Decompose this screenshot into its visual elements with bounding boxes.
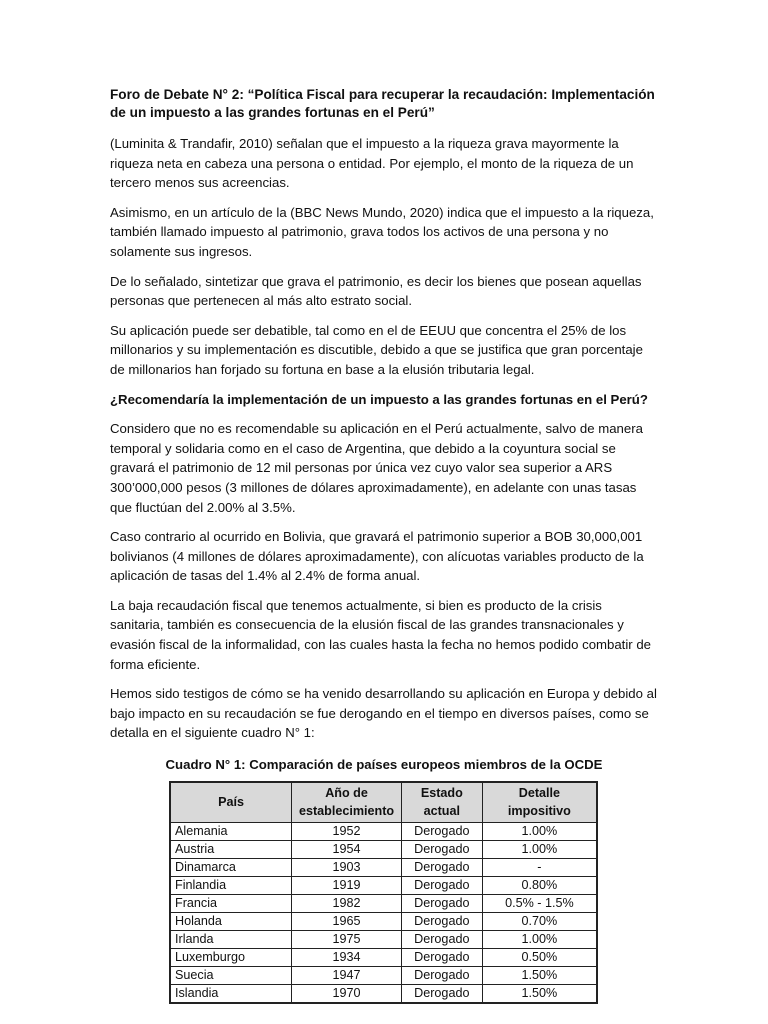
cell-anio: 1975 (292, 931, 402, 949)
table-row (170, 859, 597, 877)
cell-pais: Islandia (170, 985, 292, 1004)
comparison-table (169, 781, 598, 1004)
document-body (110, 86, 658, 1004)
cell-anio: 1970 (292, 985, 402, 1004)
cell-pais: Dinamarca (170, 859, 292, 877)
table-header-row (170, 782, 597, 823)
table-row (170, 895, 597, 913)
cell-detalle: 1.00% (482, 823, 597, 841)
cell-detalle: 1.00% (482, 931, 597, 949)
cell-detalle: 0.70% (482, 913, 597, 931)
cell-pais: Holanda (170, 913, 292, 931)
cell-pais: Finlandia (170, 877, 292, 895)
cell-anio: 1947 (292, 967, 402, 985)
cell-estado: Derogado (401, 859, 482, 877)
question-heading: ¿Recomendaría la implementación de un impuesto a las grandes fortunas en el Perú? (110, 391, 648, 407)
table-row (170, 949, 597, 967)
cell-detalle: 0.80% (482, 877, 597, 895)
table-row (170, 931, 597, 949)
header-pais: País (170, 782, 292, 823)
table-caption: Cuadro N° 1: Comparación de países europeos miembros de la OCDE (165, 757, 603, 773)
cell-estado: Derogado (401, 985, 482, 1004)
paragraph: Hemos sido testigos de cómo se ha venido desarrollando su aplicación en Europa y debido al bajo impacto en su recaudación se fue derogando en el tiempo en diversos países, como se detalla en el siguiente cuadro N° 1: (110, 686, 657, 741)
document-title: Foro de Debate N° 2: “Política Fiscal para recuperar la recaudación: Implementación de un impuesto a las grandes fortunas en el Perú” (110, 87, 655, 120)
cell-estado: Derogado (401, 913, 482, 931)
cell-anio: 1903 (292, 859, 402, 877)
cell-estado: Derogado (401, 823, 482, 841)
table-row (170, 967, 597, 985)
paragraph: De lo señalado, sintetizar que grava el patrimonio, es decir los bienes que posean aquellas personas que pertenecen al más alto estrato social. (110, 273, 642, 309)
cell-detalle: 1.50% (482, 985, 597, 1004)
cell-pais: Suecia (170, 967, 292, 985)
cell-estado: Derogado (401, 931, 482, 949)
header-anio: Año de establecimiento (292, 782, 402, 823)
table-row (170, 913, 597, 931)
cell-estado: Derogado (401, 841, 482, 859)
header-estado: Estado actual (401, 782, 482, 823)
table-row (170, 877, 597, 895)
paragraph: Caso contrario al ocurrido en Bolivia, que gravará el patrimonio superior a BOB 30,000,001 bolivianos (4 millones de dólares aproximadamente), con alícuotas variables producto de la aplicación de tasas del 1.4% al 2.4% de forma anual. (110, 529, 644, 584)
cell-anio: 1954 (292, 841, 402, 859)
cell-estado: Derogado (401, 949, 482, 967)
cell-detalle: 0.50% (482, 949, 597, 967)
cell-anio: 1919 (292, 877, 402, 895)
cell-pais: Francia (170, 895, 292, 913)
cell-detalle: 1.50% (482, 967, 597, 985)
paragraph: La baja recaudación fiscal que tenemos actualmente, si bien es producto de la crisis sanitaria, también es consecuencia de la elusión fiscal de las grandes transnacionales y evasión fiscal de la informalidad, con las cuales hasta la fecha no hemos podido combatir de forma eficiente. (110, 597, 652, 672)
cell-pais: Irlanda (170, 931, 292, 949)
cell-estado: Derogado (401, 967, 482, 985)
cell-pais: Luxemburgo (170, 949, 292, 967)
paragraph: Asimismo, en un artículo de la (BBC News Mundo, 2020) indica que el impuesto a la riqueza, también llamado impuesto al patrimonio, grava todos los activos de una persona y no solamente sus ingresos. (110, 204, 654, 259)
cell-anio: 1952 (292, 823, 402, 841)
table-row (170, 823, 597, 841)
cell-pais: Austria (170, 841, 292, 859)
cell-detalle: 0.5% - 1.5% (482, 895, 597, 913)
paragraph: (Luminita & Trandafir, 2010) señalan que el impuesto a la riqueza grava mayormente la riqueza neta en cabeza una persona o entidad. Por ejemplo, el monto de la riqueza de un tercero menos sus acreencias. (110, 136, 634, 191)
paragraph: Considero que no es recomendable su aplicación en el Perú actualmente, salvo de manera temporal y solidaria como en el caso de Argentina, que debido a la coyuntura social se gravará el patrimonio de 12 mil personas por única vez cuyo valor sea superior a ARS 300’000,000 pesos (3 millones de dólares aproximadamente), en adelante con unas tasas que fluctúan del 2.00% al 3.5%. (110, 421, 643, 515)
cell-estado: Derogado (401, 877, 482, 895)
table-row (170, 841, 597, 859)
cell-anio: 1965 (292, 913, 402, 931)
cell-anio: 1934 (292, 949, 402, 967)
table-row (170, 985, 597, 1004)
paragraph: Su aplicación puede ser debatible, tal como en el de EEUU que concentra el 25% de los millonarios y su implementación es discutible, debido a que se justifica que gran porcentaje de millonarios han forjado su fortuna en base a la elusión tributaria legal. (110, 322, 643, 377)
header-detalle: Detalle impositivo (482, 782, 597, 823)
cell-detalle: - (482, 859, 597, 877)
cell-estado: Derogado (401, 895, 482, 913)
cell-detalle: 1.00% (482, 841, 597, 859)
cell-anio: 1982 (292, 895, 402, 913)
cell-pais: Alemania (170, 823, 292, 841)
